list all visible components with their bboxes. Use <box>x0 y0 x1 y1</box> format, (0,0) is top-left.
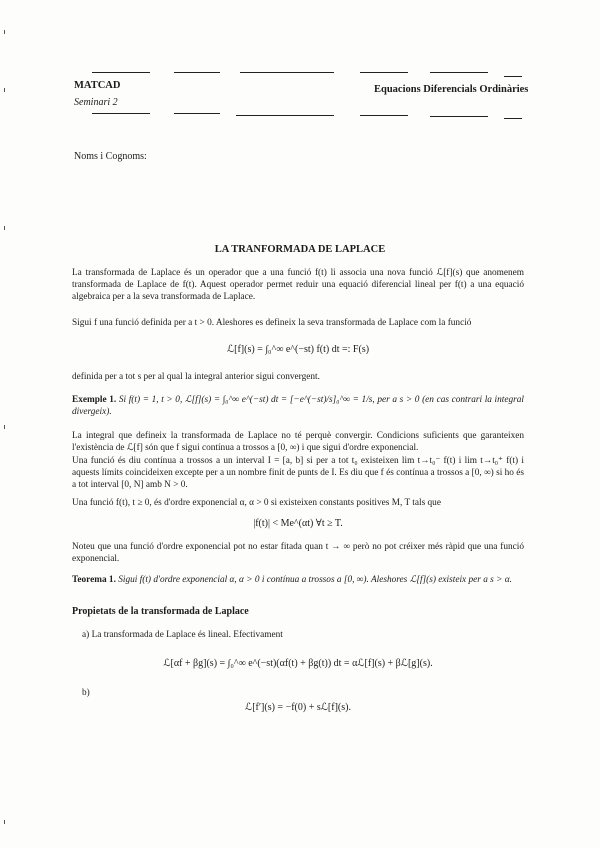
page-title: LA TRANFORMADA DE LAPLACE <box>214 244 386 255</box>
conditions-p2: Una funció és diu contínua a trossos a un interval I = [a, b] si per a tot t₀ existeixen lim t→t₀⁻ f(t) i lim t→t₀⁺ f(t) i aquests límits coincideixen excepte per a un nombre finit de punts de I. Es diu que f és contínua a trossos a [0, ∞) si ho és a tot interval [0, N] amb N > 0. <box>72 456 524 490</box>
conditions-p1: La integral que defineix la transformada de Laplace no té perquè convergir. Condicions suficients que garanteixen l'existència de ℒ[f] són que f sigui contínua a trossos a [0, ∞) i que sigui d'ordre exponencial. <box>72 431 524 453</box>
example-1-text: Si f(t) = 1, t > 0, ℒ[f](s) = ∫₀^∞ e^(−st) dt = [−e^(−st)/s]₀^∞ = 1/s, per a s > 0 (en cas contrari la integral divergeix). <box>72 395 524 417</box>
property-a-text: La transformada de Laplace és lineal. Efectivament <box>91 630 283 640</box>
subject-name: Equacions Diferencials Ordinàries <box>374 84 529 95</box>
margin-tick <box>4 30 5 34</box>
margin-tick <box>4 820 5 824</box>
property-a <box>82 630 524 642</box>
linearity-formula: ℒ[αf + βg](s) = ∫₀^∞ e^(−st)(αf(t) + βg(t)) dt = αℒ[f](s) + βℒ[g](s). <box>163 658 433 669</box>
definition-after: definida per a tot s per al qual la integral anterior sigui convergent. <box>72 372 320 382</box>
example-1 <box>72 395 524 419</box>
exponential-order-formula: |f(t)| < Me^(αt) ∀t ≥ T. <box>253 518 343 529</box>
margin-tick <box>4 425 5 429</box>
properties-heading: Propietats de la transformada de Laplace <box>72 606 249 617</box>
conditions-p3: Una funció f(t), t ≥ 0, és d'ordre exponencial α, α > 0 si existeixen constants positives M, T tals que <box>72 498 441 508</box>
conditions-p4: Noteu que una funció d'ordre exponencial pot no estar fitada quan t → ∞ però no pot créixer més ràpid que una funció exponencial. <box>72 542 524 564</box>
margin-tick <box>4 226 5 230</box>
derivative-formula: ℒ[f′](s) = −f(0) + sℒ[f](s). <box>245 702 351 713</box>
theorem-1-text: Sigui f(t) d'ordre exponencial α, α > 0 i contínua a trossos a [0, ∞). Aleshores ℒ[f](s) existeix per a s > α. <box>118 575 512 585</box>
property-b-label: b) <box>82 688 90 698</box>
theorem-1 <box>72 575 524 587</box>
definition-text: Sigui f una funció definida per a t > 0. Aleshores es defineix la seva transformada de Laplace com la funció <box>72 318 472 328</box>
definition-formula: ℒ[f](s) = ∫₀^∞ e^(−st) f(t) dt =: F(s) <box>226 344 370 355</box>
intro-paragraph: La transformada de Laplace és un operador que a una funció f(t) li associa una nova funció ℒ[f](s) que anomenem transformada de Laplace de f(t). Aquest operador permet reduir una equació diferencial lineal per f(t) a una equació algebraica per a la seva transformada de Laplace. <box>72 268 524 302</box>
seminar-number: Seminari 2 <box>74 97 118 108</box>
property-a-label: a) <box>82 630 90 640</box>
name-field-label: Noms i Cognoms: <box>74 151 147 162</box>
margin-tick <box>4 88 5 92</box>
course-name: MATCAD <box>74 80 121 91</box>
theorem-1-label: Teorema 1. <box>72 575 116 585</box>
example-1-label: Exemple 1. <box>72 395 117 405</box>
